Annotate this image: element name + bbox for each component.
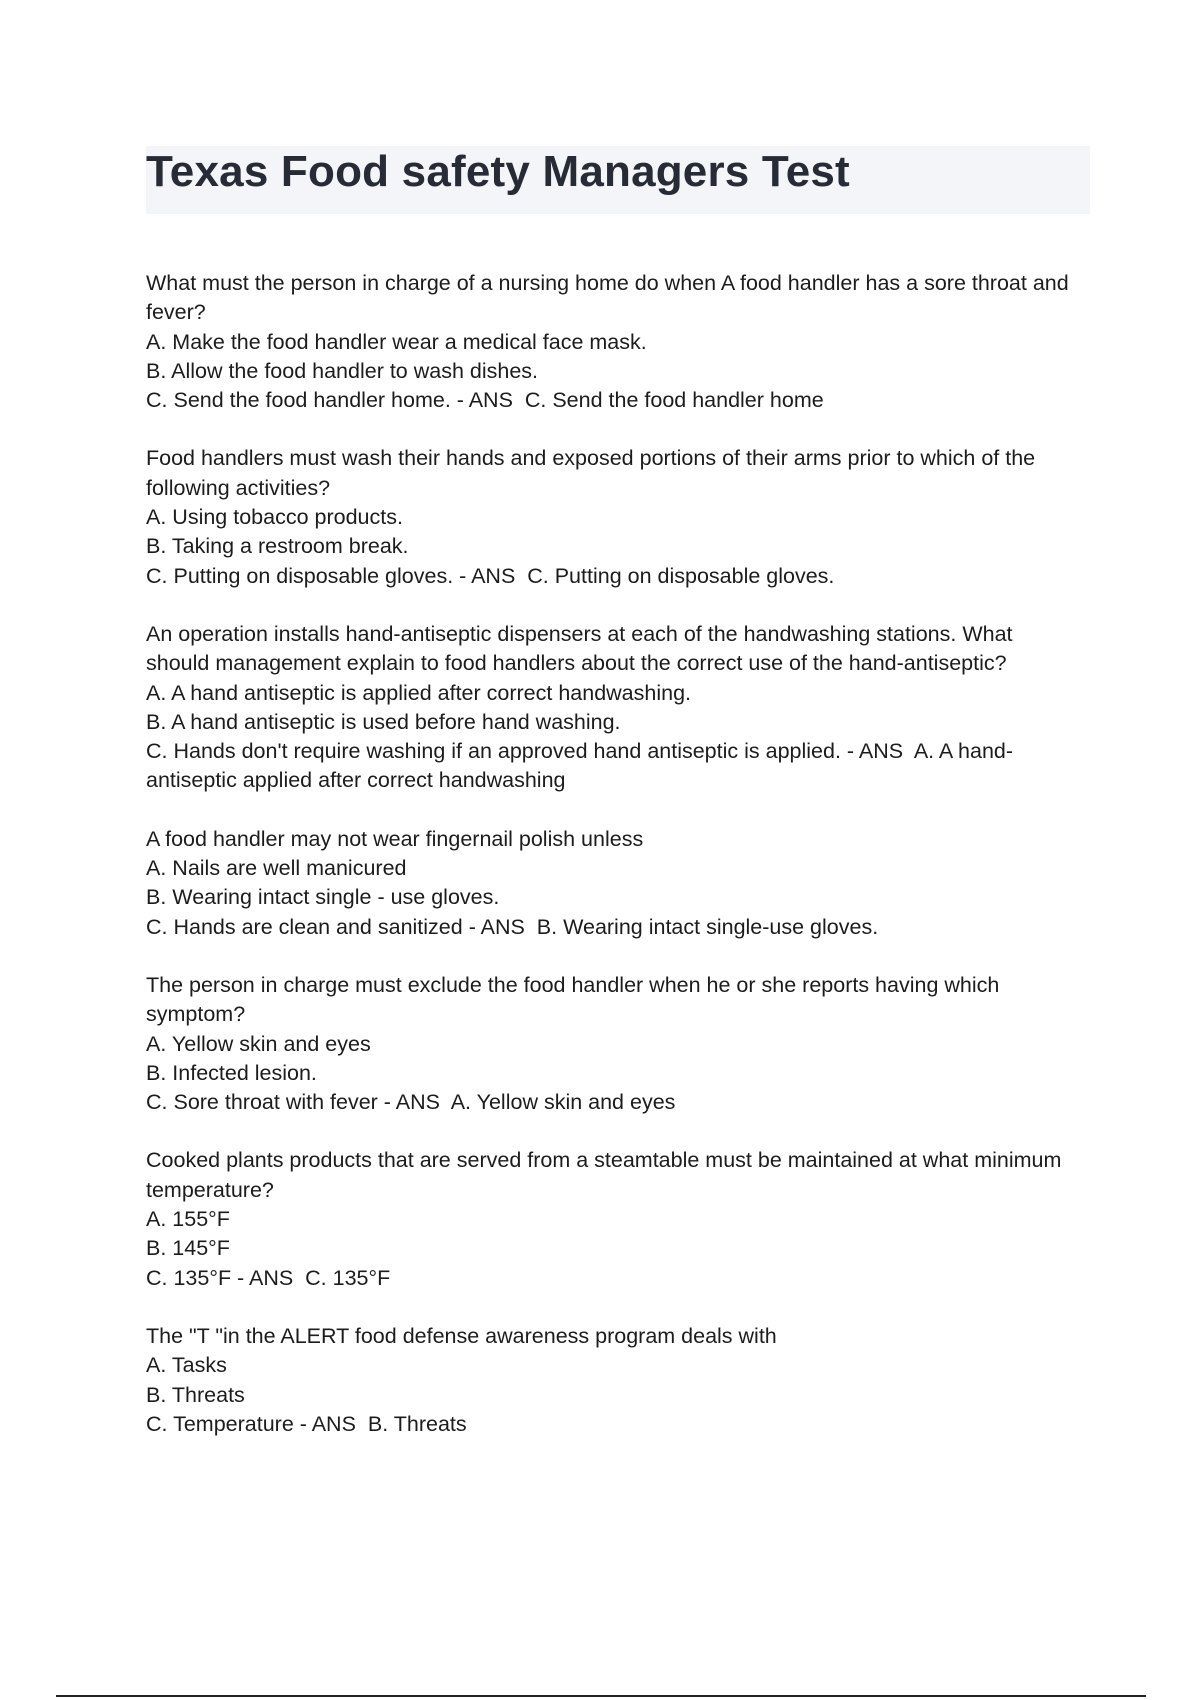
- question-block: [146, 1322, 1076, 1439]
- question-prompt: A food handler may not wear fingernail polish unless: [146, 826, 644, 851]
- answer-option: A. Nails are well manicured: [146, 856, 407, 881]
- question-block: [146, 620, 1076, 796]
- answer-option: C. Sore throat with fever - ANS A. Yellow skin and eyes: [146, 1090, 676, 1115]
- answer-option: A. Using tobacco products.: [146, 505, 403, 530]
- answer-option: C. Temperature - ANS B. Threats: [146, 1411, 467, 1436]
- page-title: Texas Food safety Managers Test: [146, 147, 850, 196]
- answer-option: B. Allow the food handler to wash dishes.: [146, 358, 539, 383]
- answer-option: C. Putting on disposable gloves. - ANS C. Putting on disposable gloves.: [146, 563, 835, 588]
- answer-option: A. Yellow skin and eyes: [146, 1031, 371, 1056]
- question-list: [146, 269, 1076, 1468]
- page-bottom-divider: [56, 1695, 1146, 1697]
- question-block: [146, 269, 1076, 415]
- answer-option: A. Make the food handler wear a medical face mask.: [146, 329, 647, 354]
- question-prompt: An operation installs hand-antiseptic dispensers at each of the handwashing stations. What should management explain to food handlers about the correct use of the hand-antiseptic?: [146, 621, 1019, 676]
- answer-option: B. 145°F: [146, 1236, 230, 1261]
- question-prompt: The person in charge must exclude the food handler when he or she reports having which symptom?: [146, 972, 1006, 1027]
- question-prompt: Cooked plants products that are served from a steamtable must be maintained at what minimum temperature?: [146, 1148, 1068, 1202]
- answer-option: C. Send the food handler home. - ANS C. Send the food handler home: [146, 388, 824, 413]
- answer-option: B. Threats: [146, 1382, 245, 1407]
- question-block: [146, 1146, 1076, 1292]
- question-block: [146, 825, 1076, 942]
- question-prompt: Food handlers must wash their hands and exposed portions of their arms prior to which of the following activities?: [146, 446, 1042, 500]
- answer-option: C. Hands don't require washing if an approved hand antiseptic is applied. - ANS A. A hand-antiseptic applied after correct handwashing: [146, 739, 1014, 793]
- question-prompt: The "T "in the ALERT food defense awareness program deals with: [146, 1323, 777, 1348]
- question-block: [146, 971, 1076, 1117]
- answer-option: C. 135°F - ANS C. 135°F: [146, 1265, 391, 1290]
- answer-option: B. A hand antiseptic is used before hand washing.: [146, 709, 621, 734]
- question-block: [146, 444, 1076, 590]
- answer-option: A. 155°F: [146, 1207, 230, 1232]
- answer-option: B. Taking a restroom break.: [146, 534, 409, 559]
- answer-option: C. Hands are clean and sanitized - ANS B. Wearing intact single-use gloves.: [146, 914, 879, 939]
- answer-option: B. Infected lesion.: [146, 1060, 317, 1085]
- answer-option: B. Wearing intact single - use gloves.: [146, 885, 500, 910]
- question-prompt: What must the person in charge of a nursing home do when A food handler has a sore throat and fever?: [146, 271, 1075, 325]
- answer-option: A. A hand antiseptic is applied after correct handwashing.: [146, 680, 692, 705]
- answer-option: A. Tasks: [146, 1353, 227, 1378]
